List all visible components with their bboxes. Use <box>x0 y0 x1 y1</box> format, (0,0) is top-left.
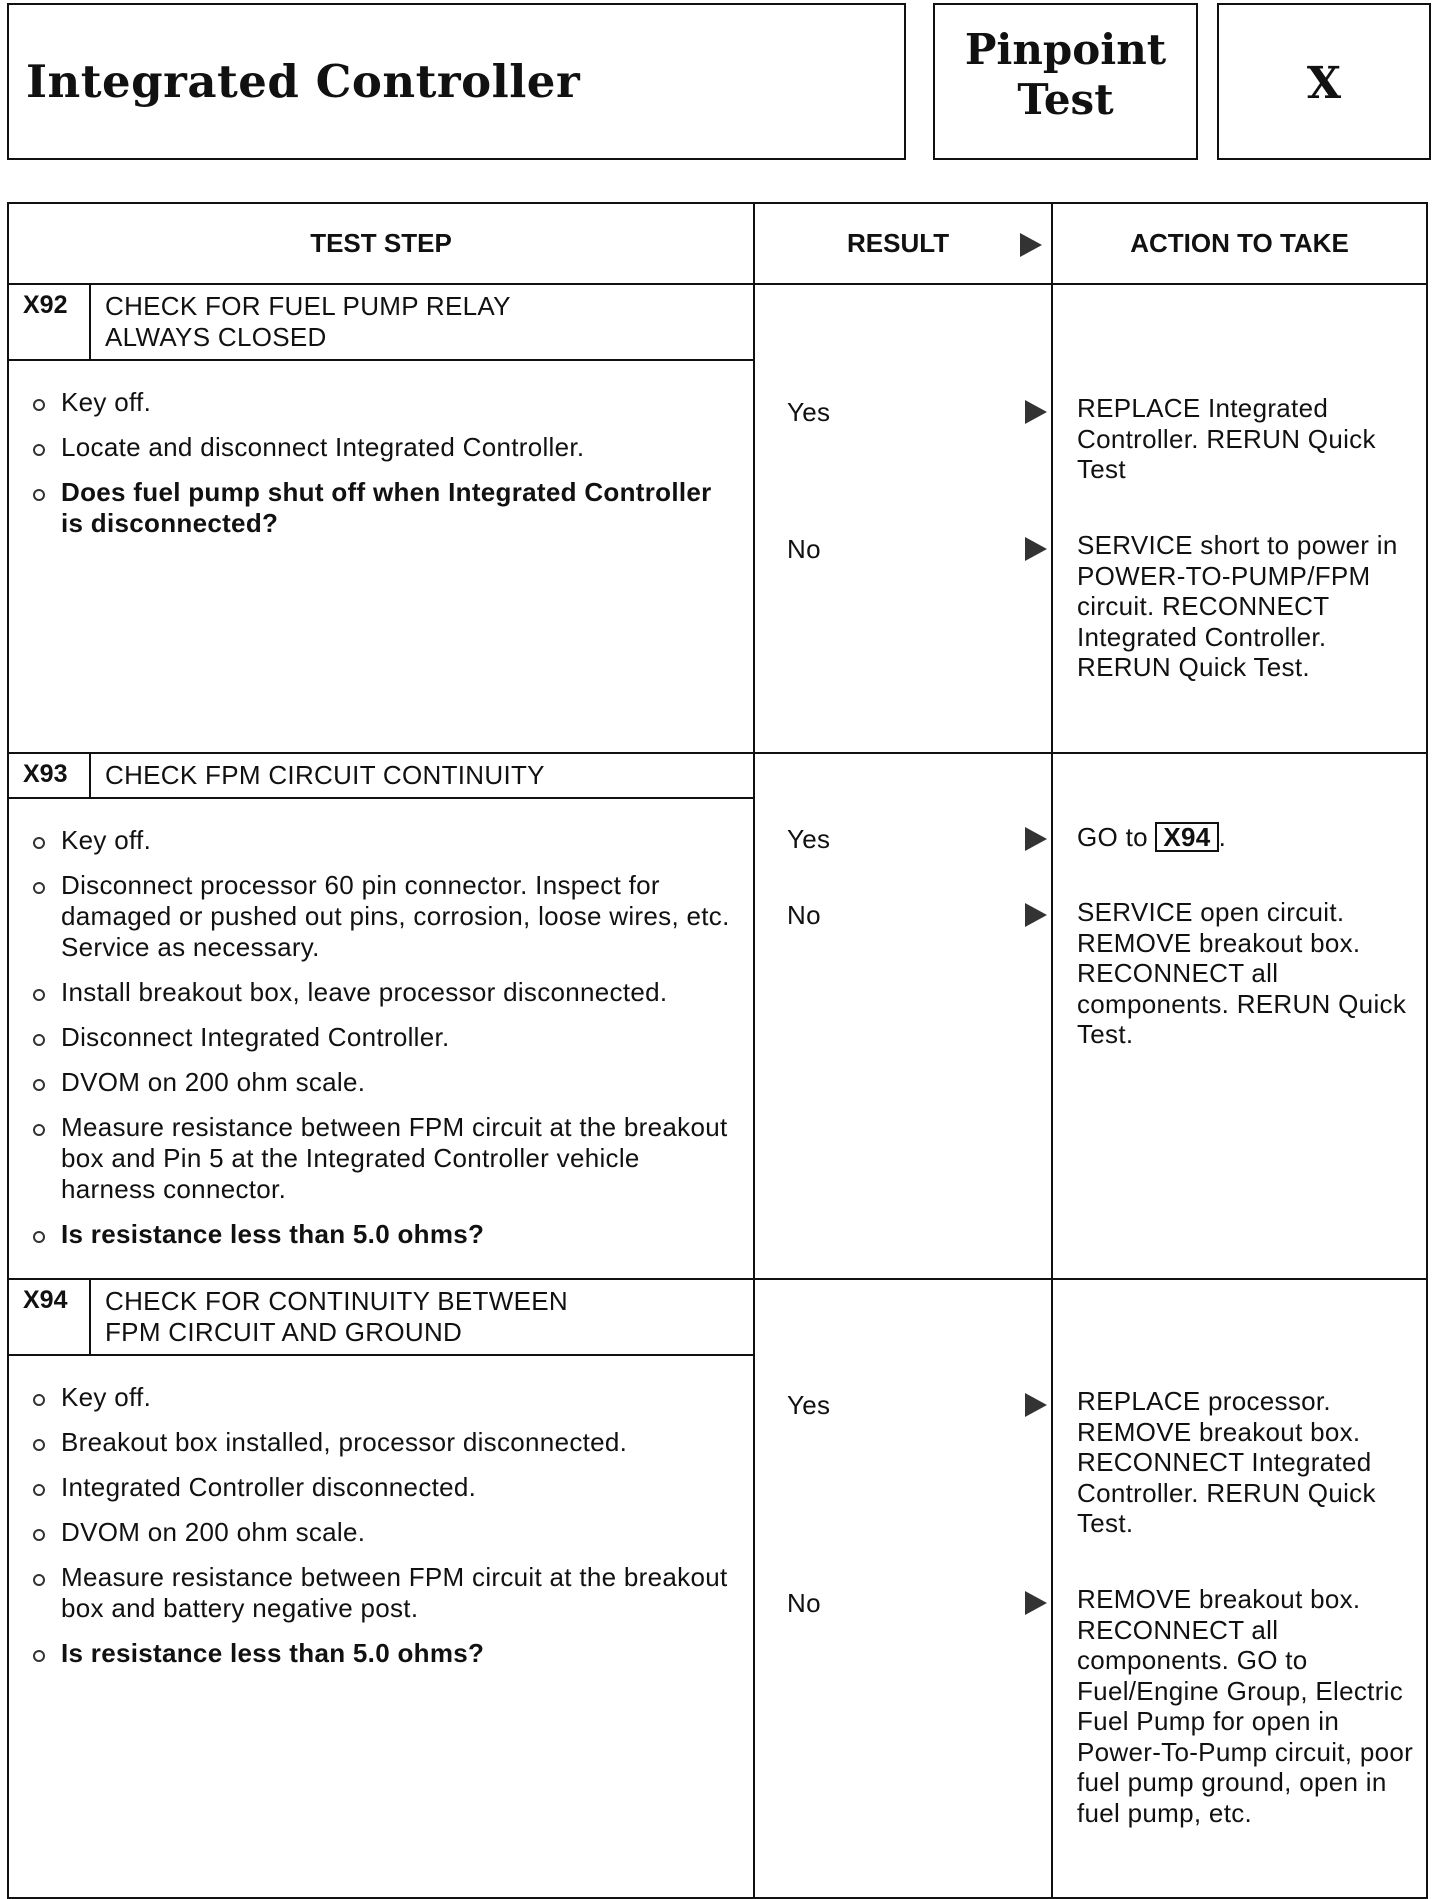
step-bullets <box>9 1356 753 1669</box>
result-header-label: RESULT <box>847 228 950 258</box>
result-label: No <box>787 534 821 564</box>
step-id: X93 <box>9 754 91 797</box>
step-title-line: ALWAYS CLOSED <box>105 322 327 352</box>
step-title <box>91 754 545 797</box>
bullet-item: Key off. <box>29 825 733 856</box>
step-bullets <box>9 799 753 1250</box>
bullet-item: Key off. <box>29 1382 733 1413</box>
test-letter: X <box>1306 58 1342 109</box>
bullet-item: Disconnect Integrated Controller. <box>29 1022 733 1053</box>
result-label: No <box>787 1588 821 1618</box>
step-title-line: FPM CIRCUIT AND GROUND <box>105 1317 463 1347</box>
step-title-line: CHECK FOR FUEL PUMP RELAY <box>105 291 511 321</box>
page-title: Integrated Controller <box>26 55 581 108</box>
action-text: REPLACE Integrated Controller. RERUN Quick Test <box>1077 393 1376 484</box>
step-title-line: CHECK FPM CIRCUIT CONTINUITY <box>105 760 545 790</box>
bullet-item: DVOM on 200 ohm scale. <box>29 1067 733 1098</box>
arrow-right-icon <box>1023 536 1049 562</box>
action-text: REMOVE breakout box. RECONNECT all components. GO to Fuel/Engine Group, Electric Fuel Pump for open in Power-To-Pump circuit, poor fuel pump ground, open in fuel pump, etc. <box>1077 1584 1414 1828</box>
action-suffix: . <box>1218 822 1227 852</box>
action-text: SERVICE open circuit. REMOVE breakout box. RECONNECT all components. RERUN Quick Test. <box>1077 897 1407 1049</box>
question-item: Is resistance less than 5.0 ohms? <box>29 1219 733 1250</box>
bullet-item: Locate and disconnect Integrated Controller. <box>29 432 733 463</box>
pinpoint-test-box <box>933 3 1198 160</box>
test-step-header: TEST STEP <box>8 203 754 284</box>
question-item: Is resistance less than 5.0 ohms? <box>29 1638 733 1669</box>
step-cell <box>8 284 754 753</box>
result-header <box>754 203 1052 284</box>
test-label: Test <box>1017 75 1114 124</box>
step-title-bar <box>9 285 755 361</box>
result-cell <box>754 284 1052 753</box>
result-label: No <box>787 900 821 930</box>
step-row-x93 <box>8 753 1427 1279</box>
step-id: X94 <box>9 1280 91 1354</box>
table-header-row <box>8 203 1427 284</box>
arrow-right-icon <box>1023 902 1049 928</box>
step-cell <box>8 753 754 1279</box>
step-title-bar <box>9 1280 755 1356</box>
result-cell <box>754 753 1052 1279</box>
action-text: REPLACE processor. REMOVE breakout box. RECONNECT Integrated Controller. RERUN Quick Test. <box>1077 1386 1376 1538</box>
arrow-right-icon <box>1023 399 1049 425</box>
action-header: ACTION TO TAKE <box>1052 203 1427 284</box>
action-cell <box>1052 284 1427 753</box>
result-label: Yes <box>787 397 831 427</box>
action-cell <box>1052 1279 1427 1898</box>
arrow-right-icon <box>1023 1392 1049 1418</box>
action-prefix: GO to <box>1077 822 1148 852</box>
step-row-x94 <box>8 1279 1427 1898</box>
step-bullets <box>9 361 753 539</box>
bullet-item: Measure resistance between FPM circuit at the breakout box and Pin 5 at the Integrated Controller vehicle harness connector. <box>29 1112 733 1205</box>
step-row-x92 <box>8 284 1427 753</box>
bullet-item: Disconnect processor 60 pin connector. Inspect for damaged or pushed out pins, corrosion, loose wires, etc. Service as necessary. <box>29 870 733 963</box>
bullet-item: Integrated Controller disconnected. <box>29 1472 733 1503</box>
pinpoint-test-table <box>7 202 1428 1899</box>
action-text: SERVICE short to power in POWER-TO-PUMP/FPM circuit. RECONNECT Integrated Controller. RERUN Quick Test. <box>1077 530 1398 682</box>
step-title-line: CHECK FOR CONTINUITY BETWEEN <box>105 1286 568 1316</box>
result-label: Yes <box>787 824 831 854</box>
result-cell <box>754 1279 1052 1898</box>
bullet-item: Key off. <box>29 387 733 418</box>
action-text <box>1077 822 1416 853</box>
arrow-right-icon <box>1023 1590 1049 1616</box>
pinpoint-label: Pinpoint <box>964 25 1167 74</box>
arrow-right-icon <box>1018 232 1044 258</box>
result-label: Yes <box>787 1390 831 1420</box>
step-title <box>91 285 511 359</box>
step-title <box>91 1280 568 1354</box>
test-letter-box <box>1217 3 1431 160</box>
bullet-item: Install breakout box, leave processor disconnected. <box>29 977 733 1008</box>
step-cell <box>8 1279 754 1898</box>
bullet-item: DVOM on 200 ohm scale. <box>29 1517 733 1548</box>
bullet-item: Measure resistance between FPM circuit at the breakout box and battery negative post. <box>29 1562 733 1624</box>
arrow-right-icon <box>1023 826 1049 852</box>
step-id: X92 <box>9 285 91 359</box>
goto-step-link[interactable]: X94 <box>1155 822 1218 852</box>
title-box <box>7 3 906 160</box>
bullet-item: Breakout box installed, processor disconnected. <box>29 1427 733 1458</box>
step-title-bar <box>9 754 755 799</box>
question-item: Does fuel pump shut off when Integrated Controller is disconnected? <box>29 477 733 539</box>
action-cell <box>1052 753 1427 1279</box>
